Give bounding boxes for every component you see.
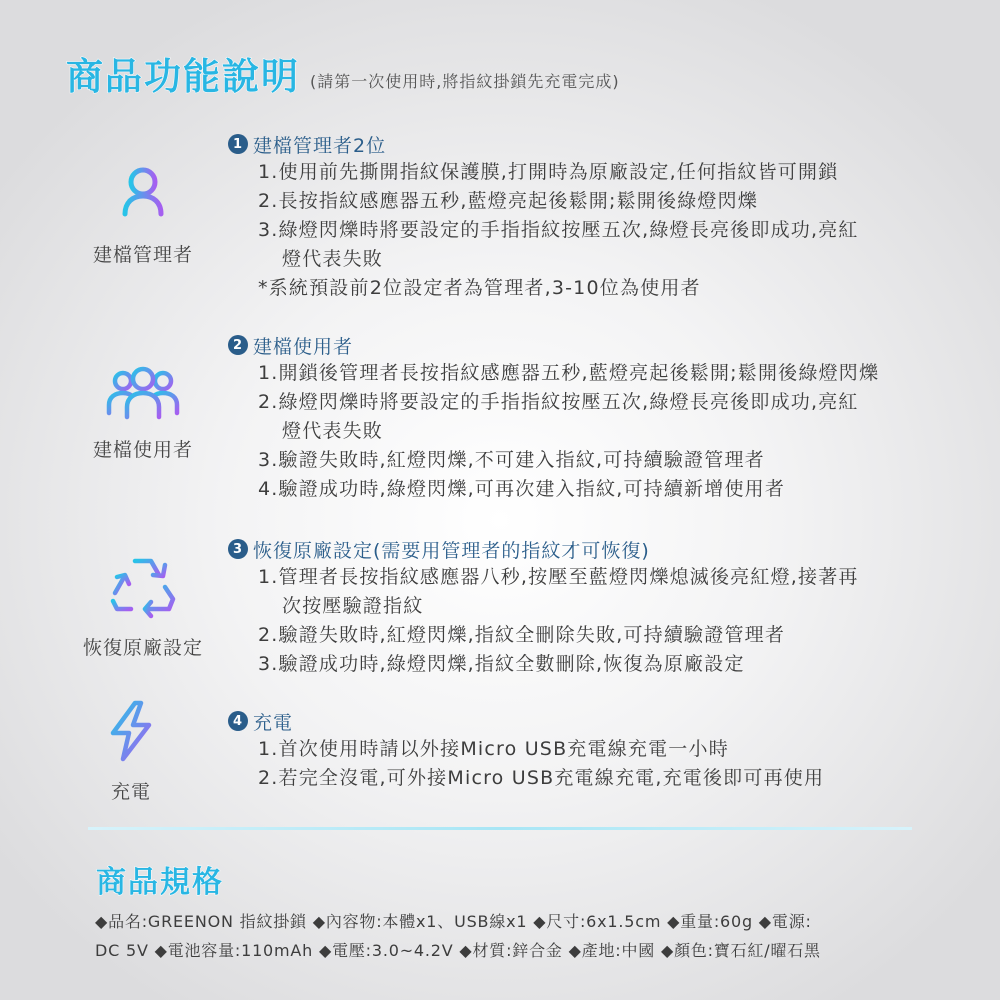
list-item: 3.驗證失敗時,紅燈閃爍,不可建入指紋,可持續驗證管理者 <box>258 449 765 471</box>
section-admin-side <box>48 162 238 267</box>
user-group-icon <box>105 365 181 421</box>
recycle-icon <box>107 553 179 619</box>
lightning-icon <box>101 699 161 763</box>
section-title-text: 恢復原廠設定(需要用管理者的指紋才可恢復) <box>253 539 650 562</box>
list-item: 3.綠燈閃爍時將要設定的手指指紋按壓五次,綠燈長亮後即成功,亮紅 <box>258 219 859 241</box>
section-reset-title <box>228 535 968 563</box>
list-item: 4.驗證成功時,綠燈閃爍,可再次建入指紋,可持續新增使用者 <box>258 478 786 500</box>
list-item: 3.驗證成功時,綠燈閃爍,指紋全數刪除,恢復為原廠設定 <box>258 653 745 675</box>
section-title-text: 建檔使用者 <box>253 335 354 358</box>
section-divider <box>88 827 912 830</box>
section-admin-title <box>228 130 968 158</box>
section-user-label: 建檔使用者 <box>92 439 193 461</box>
section-reset-label: 恢復原廠設定 <box>82 637 203 659</box>
section-reset-content <box>228 535 968 679</box>
page-header <box>66 52 620 102</box>
section-user-title <box>228 331 968 359</box>
spec-title: 商品規格 <box>96 865 224 900</box>
step-badge: 2 <box>228 335 248 355</box>
section-reset-side <box>38 553 248 660</box>
list-item: *系統預設前2位設定者為管理者,3-10位為使用者 <box>258 277 701 299</box>
list-item: 1.使用前先撕開指紋保護膜,打開時為原廠設定,任何指紋皆可開鎖 <box>258 161 839 183</box>
user-admin-icon <box>111 162 175 226</box>
page-title-note: (請第一次使用時,將指紋掛鎖先充電完成) <box>310 72 620 91</box>
page-title: 商品功能說明 <box>66 55 300 98</box>
section-charging-label: 充電 <box>110 781 151 803</box>
list-item: 燈代表失敗 <box>282 248 384 270</box>
list-item: 2.長按指紋感應器五秒,藍燈亮起後鬆開;鬆開後綠燈閃爍 <box>258 190 758 212</box>
list-item: 次按壓驗證指紋 <box>282 595 424 617</box>
list-item: 1.首次使用時請以外接Micro USB充電線充電一小時 <box>258 738 729 760</box>
section-user-side <box>48 365 238 462</box>
section-title-text: 充電 <box>253 711 294 734</box>
section-charging-content <box>228 707 968 793</box>
section-user-content <box>228 331 968 504</box>
spec-line-2: DC 5V ◆電池容量:110mAh ◆電壓:3.0~4.2V ◆材質:鋅合金 ◆產地:中國 ◆顏色:寶石紅/曜石黑 <box>95 941 821 960</box>
section-charging-title <box>228 707 968 735</box>
list-item: 1.開鎖後管理者長按指紋感應器五秒,藍燈亮起後鬆開;鬆開後綠燈閃爍 <box>258 362 880 384</box>
list-item: 燈代表失敗 <box>282 420 384 442</box>
list-item: 2.驗證失敗時,紅燈閃爍,指紋全刪除失敗,可持續驗證管理者 <box>258 624 786 646</box>
spec-line-1: ◆品名:GREENON 指紋掛鎖 ◆內容物:本體x1、USB線x1 ◆尺寸:6x1.5cm ◆重量:60g ◆電源: <box>95 912 812 931</box>
list-item: 1.管理者長按指紋感應器八秒,按壓至藍燈閃爍熄滅後亮紅燈,接著再 <box>258 566 859 588</box>
step-badge: 3 <box>228 539 248 559</box>
section-admin-content <box>228 130 968 303</box>
section-admin-label: 建檔管理者 <box>92 244 193 266</box>
section-charging-side <box>36 699 226 804</box>
section-title-text: 建檔管理者2位 <box>253 134 387 157</box>
step-badge: 1 <box>228 134 248 154</box>
list-item: 2.若完全沒電,可外接Micro USB充電線充電,充電後即可再使用 <box>258 767 825 789</box>
step-badge: 4 <box>228 711 248 731</box>
list-item: 2.綠燈閃爍時將要設定的手指指紋按壓五次,綠燈長亮後即成功,亮紅 <box>258 391 859 413</box>
